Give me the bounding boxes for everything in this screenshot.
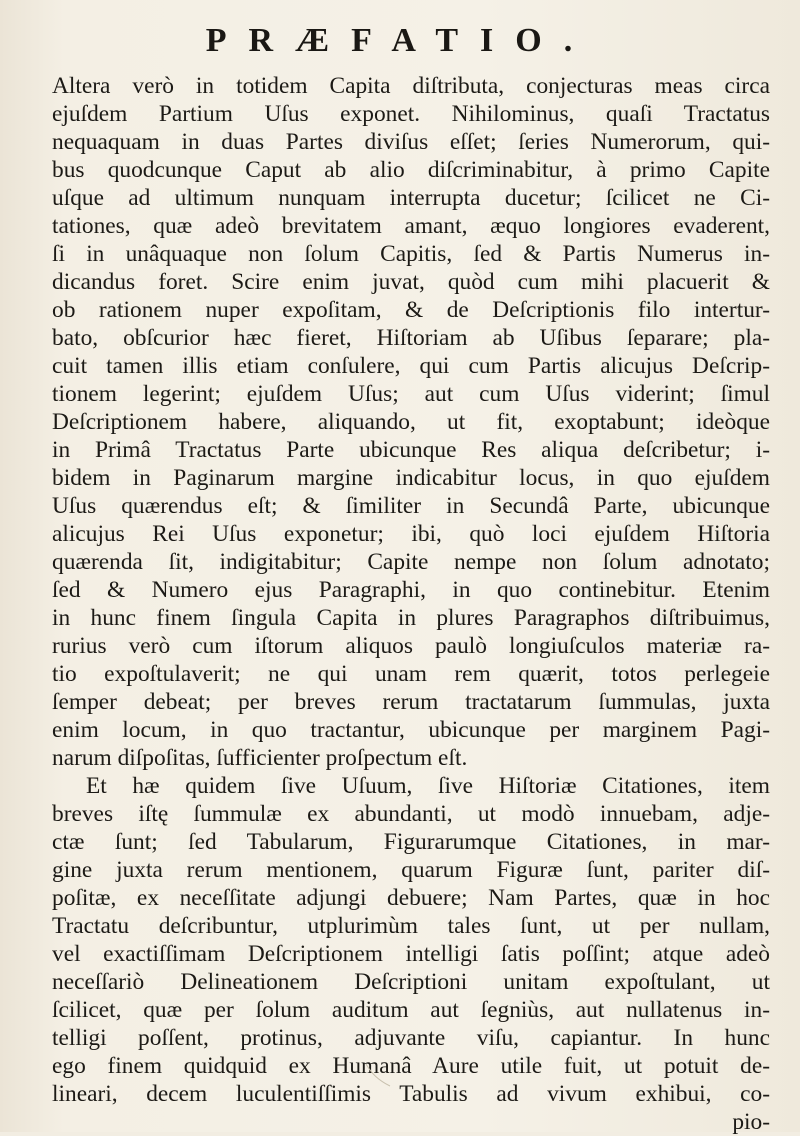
text-line: narum diſpoſitas, ſufficienter proſpectum eſt.	[52, 745, 468, 771]
text-line: bidem in Paginarum margine indicabitur locus, in quo ejuſdem	[52, 465, 770, 491]
text-line: neceſſariò Delineationem Deſcriptioni unitam expoſtulant, ut	[52, 969, 770, 995]
text-line: bus quodcunque Caput ab alio diſcriminabitur, à primo Capite	[52, 157, 770, 183]
text-line: Uſus quærendus eſt; & ſimiliter in Secundâ Parte, ubicunque	[52, 493, 770, 519]
page-header: PRÆFATIO.	[205, 22, 595, 59]
catchword: pio-	[732, 1109, 770, 1135]
text-line: Deſcriptionem habere, aliquando, ut fit, exoptabunt; ideòque	[52, 409, 770, 435]
text-line: Altera verò in totidem Capita diſtributa, conjecturas meas circa	[52, 73, 770, 99]
text-line: uſque ad ultimum nunquam interrupta ducetur; ſcilicet ne Ci-	[52, 185, 770, 211]
text-line: dicandus foret. Scire enim juvat, quòd cum mihi placuerit &	[52, 269, 770, 295]
text-line: in hunc finem ſingula Capita in plures Paragraphos diſtribuimus,	[52, 605, 770, 631]
body-text	[52, 72, 770, 1136]
text-line: poſitæ, ex neceſſitate adjungi debuere; Nam Partes, quæ in hoc	[52, 885, 770, 911]
text-line: ſemper debeat; per breves rerum tractatarum ſummulas, juxta	[52, 689, 770, 715]
text-line: ſcilicet, quæ per ſolum auditum aut ſegniùs, aut nullatenus in-	[52, 997, 770, 1023]
text-line: enim locum, in quo tractantur, ubicunque per marginem Pagi-	[52, 717, 770, 743]
text-line: ctæ ſunt; ſed Tabularum, Figurarumque Citationes, in mar-	[52, 829, 770, 855]
text-line: in Primâ Tractatus Parte ubicunque Res aliqua deſcribetur; i-	[52, 437, 770, 463]
text-line: ob rationem nuper expoſitam, & de Deſcriptionis filo intertur-	[52, 297, 770, 323]
text-line: ejuſdem Partium Uſus exponet. Nihilominus, quaſi Tractatus	[52, 101, 770, 127]
text-line: telligi poſſent, protinus, adjuvante viſu, capiantur. In hunc	[52, 1025, 770, 1051]
text-line: vel exactiſſimam Deſcriptionem intelligi ſatis poſſint; atque adeò	[52, 941, 770, 967]
text-line: rurius verò cum iſtorum aliquos paulò longiuſculos materiæ ra-	[52, 633, 770, 659]
text-line: tionem legerint; ejuſdem Uſus; aut cum Uſus viderint; ſimul	[52, 381, 770, 407]
text-line: quærenda ſit, indigitabitur; Capite nempe non ſolum adnotato;	[52, 549, 770, 575]
text-line: Et hæ quidem ſive Uſuum, ſive Hiſtoriæ Citationes, item	[86, 773, 770, 799]
text-line: ſed & Numero ejus Paragraphi, in quo continebitur. Etenim	[52, 577, 770, 603]
text-line: tio expoſtulaverit; ne qui unam rem quærit, totos perlegeie	[52, 661, 770, 687]
text-line: tationes, quæ adeò brevitatem amant, æquo longiores evaderent,	[52, 213, 770, 239]
text-line: nequaquam in duas Partes diviſus eſſet; ſeries Numerorum, qui-	[52, 129, 770, 155]
text-line: Tractatu deſcribuntur, utplurimùm tales ſunt, ut per nullam,	[52, 913, 770, 939]
text-line: alicujus Rei Uſus exponetur; ibi, quò loci ejuſdem Hiſtoria	[52, 521, 770, 547]
text-line: lineari, decem luculentiſſimis Tabulis ad vivum exhibui, co-	[52, 1081, 770, 1107]
text-line: ego finem quidquid ex Humanâ Aure utile fuit, ut potuit de-	[52, 1053, 770, 1079]
text-line: ſi in unâquaque non ſolum Capitis, ſed & Partis Numerus in-	[52, 241, 770, 267]
faint-ink-mark	[360, 1060, 400, 1090]
text-line: breves iſtę ſummulæ ex abundanti, ut modò innuebam, adje-	[52, 801, 770, 827]
text-line: cuit tamen illis etiam conſulere, qui cum Partis alicujus Deſcrip-	[52, 353, 770, 379]
text-line: bato, obſcurior hæc fieret, Hiſtoriam ab Uſibus ſeparare; pla-	[52, 325, 770, 351]
text-line: gine juxta rerum mentionem, quarum Figuræ ſunt, pariter diſ-	[52, 857, 770, 883]
